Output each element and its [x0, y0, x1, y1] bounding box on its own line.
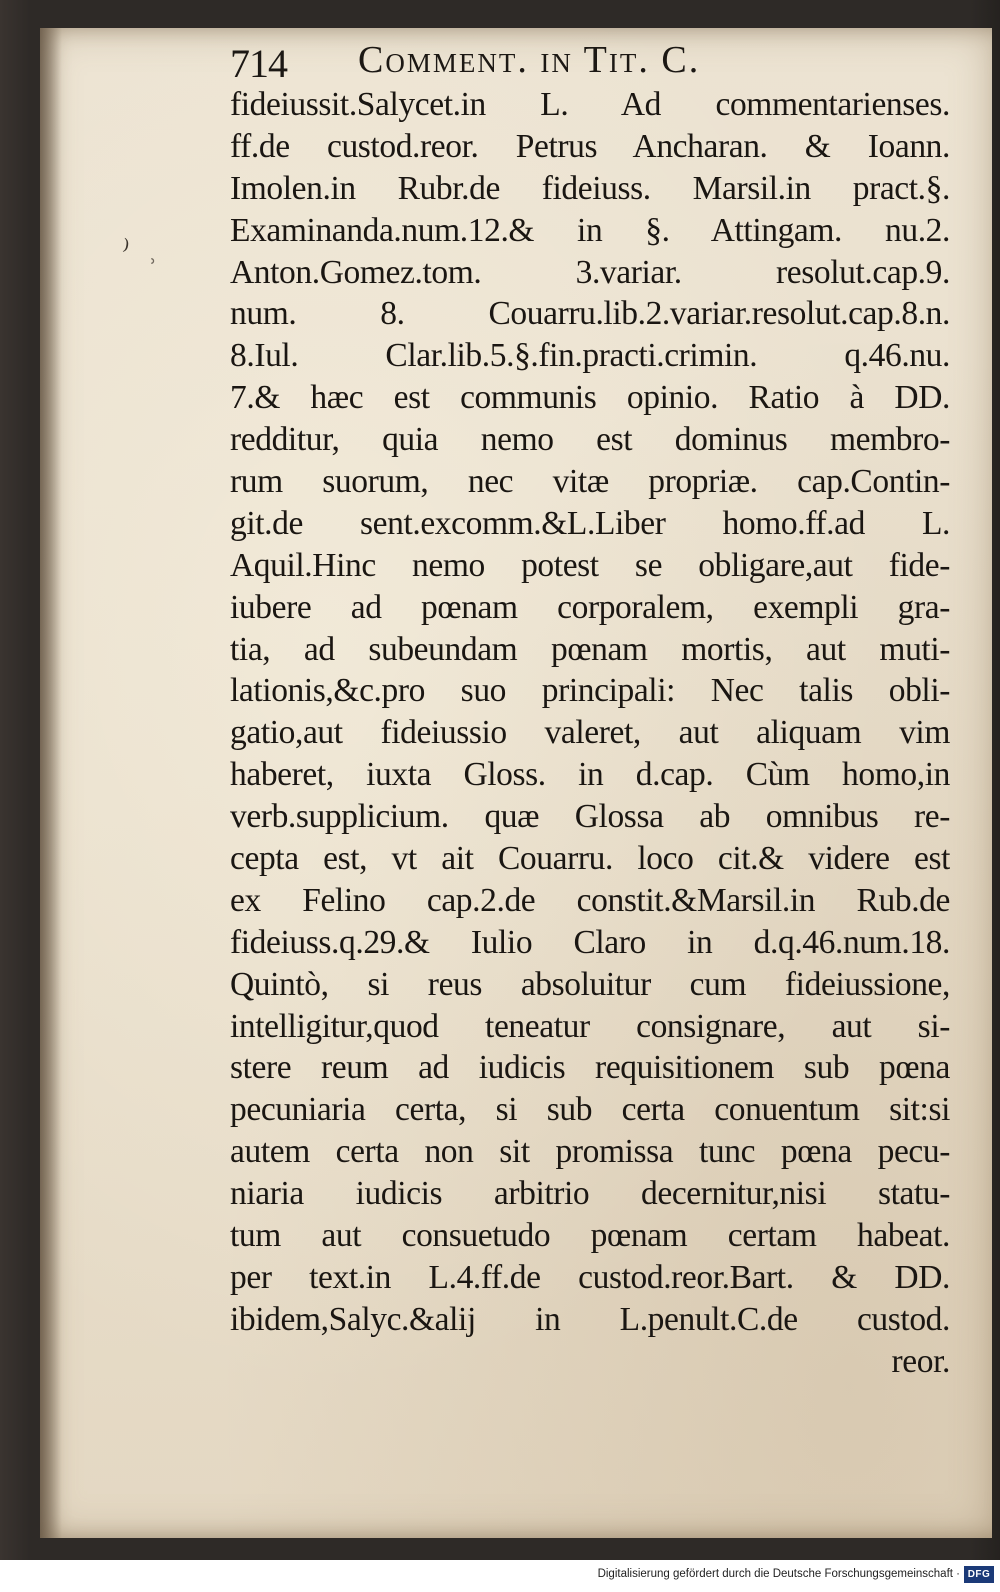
marginal-pen-mark: ⁾ [119, 232, 132, 267]
text-line: 8.Iul. Clar.lib.5.§.fin.practi.crimin. q.46.nu. [230, 337, 950, 375]
text-line: per text.in L.4.ff.de custod.reor.Bart. & DD. [230, 1258, 950, 1296]
text-line: ex Felino cap.2.de constit.&Marsil.in Rub.de [230, 881, 950, 919]
text-line: autem certa non sit promissa tunc pœna pecu- [230, 1133, 950, 1171]
text-line: cepta est, vt ait Couarru. loco cit.& videre est [230, 840, 950, 878]
text-line: iubere ad pœnam corporalem, exempli gra- [230, 588, 950, 626]
text-line: ibidem,Salyc.&alij in L.penult.C.de custod. [230, 1300, 950, 1338]
text-line: niaria iudicis arbitrio decernitur,nisi statu- [230, 1175, 950, 1213]
text-line: redditur, quia nemo est dominus membro- [230, 421, 950, 459]
text-line: num. 8. Couarru.lib.2.variar.resolut.cap.8.n. [230, 295, 950, 333]
text-line-last: reor. [891, 1342, 950, 1380]
marginal-pen-mark: ʾ [150, 256, 157, 281]
text-line: tia, ad subeundam pœnam mortis, aut muti- [230, 630, 950, 668]
text-line: stere reum ad iudicis requisitionem sub pœna [230, 1049, 950, 1087]
text-line: git.de sent.excomm.&L.Liber homo.ff.ad L. [230, 504, 950, 542]
book-page [40, 28, 992, 1538]
text-line: Anton.Gomez.tom. 3.variar. resolut.cap.9. [230, 253, 950, 291]
dfg-logo: DFG [964, 1566, 994, 1583]
text-line: intelligitur,quod teneatur consignare, aut si- [230, 1007, 950, 1045]
text-line: rum suorum, nec vitæ propriæ. cap.Contin- [230, 463, 950, 501]
text-line: haberet, iuxta Gloss. in d.cap. Cùm homo,in [230, 756, 950, 794]
text-line: Aquil.Hinc nemo potest se obligare,aut fide- [230, 546, 950, 584]
text-line: Imolen.in Rubr.de fideiuss. Marsil.in pract.§. [230, 169, 950, 207]
text-line: 7.& hæc est communis opinio. Ratio à DD. [230, 379, 950, 417]
page-gutter-shadow [40, 28, 62, 1538]
text-line: fideiuss.q.29.& Iulio Claro in d.q.46.num.18. [230, 923, 950, 961]
text-line: ff.de custod.reor. Petrus Ancharan. & Ioann. [230, 127, 950, 165]
funding-credit: Digitalisierung gefördert durch die Deutsche Forschungsgemeinschaft · [597, 1568, 960, 1580]
digitization-footer [0, 1560, 1000, 1592]
text-line: pecuniaria certa, si sub certa conuentum sit:si [230, 1091, 950, 1129]
page-number: 714 [230, 41, 287, 86]
text-line: Examinanda.num.12.& in §. Attingam. nu.2. [230, 211, 950, 249]
body-text [230, 84, 950, 1383]
text-line: tum aut consuetudo pœnam certam habeat. [230, 1217, 950, 1255]
text-line: verb.supplicium. quæ Glossa ab omnibus re- [230, 798, 950, 836]
running-head [230, 32, 850, 92]
running-title: Comment. in Tit. C. [358, 39, 701, 81]
text-line: gatio,aut fideiussio valeret, aut aliquam vim [230, 714, 950, 752]
text-line: Quintò, si reus absoluitur cum fideiussione, [230, 965, 950, 1003]
text-line: fideiussit.Salycet.in L. Ad commentarienses. [230, 86, 950, 123]
text-line: lationis,&c.pro suo principali: Nec talis obli- [230, 672, 950, 710]
